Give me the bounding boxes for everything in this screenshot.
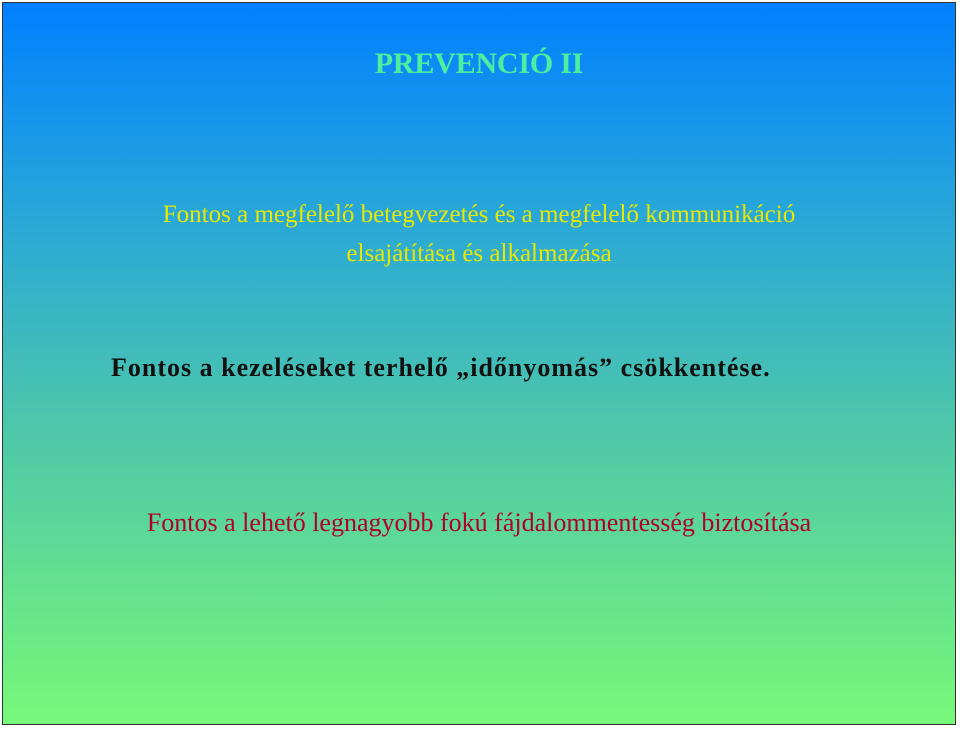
point-1-line-2: elsajátítása és alkalmazása bbox=[346, 240, 612, 267]
slide bbox=[2, 2, 956, 725]
point-1-line-1: Fontos a megfelelő betegvezetés és a megfelelő kommunikáció bbox=[162, 201, 796, 228]
point-2: Fontos a kezeléseket terhelő „időnyomás” csökkentése. bbox=[111, 353, 771, 382]
slide-title: PREVENCIÓ II bbox=[374, 47, 584, 80]
point-3: Fontos a lehető legnagyobb fokú fájdalommentesség biztosítása bbox=[146, 508, 812, 537]
